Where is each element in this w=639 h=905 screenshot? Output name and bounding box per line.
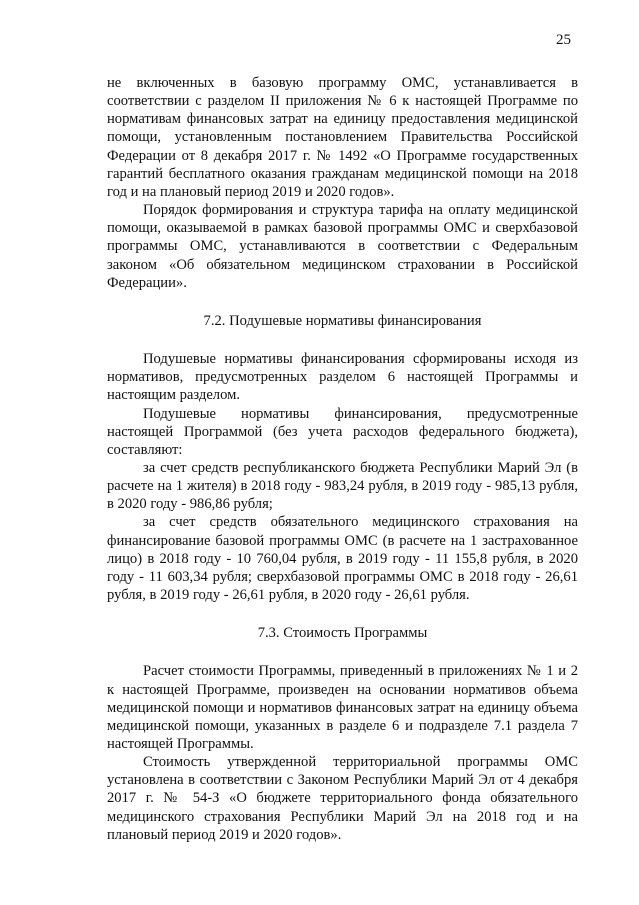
paragraph-continuation: не включенных в базовую программу ОМС, устанавливается в соответствии с разделом II приложения № 6 к настоящей Программе по нормативам финансовых затрат на единицу предоставления медицинской помощи, установленным постановлением Правительства Российской Федерации от 8 декабря 2017 г. № 1492 «О Программе государственных гарантий бесплатного оказания гражданам медицинской помощи на 2018 год и на плановый период 2019 и 2020 годов». [107, 75, 578, 200]
paragraph-approved-cost: Стоимость утвержденной территориальной программы ОМС установлена в соответствии с Законом Республики Марий Эл от 4 декабря 2017 г. № 54-З «О бюджете территориального фонда обязательного медицинского страхования Республики Марий Эл на 2018 год и на плановый период 2019 и 2020 годов». [107, 754, 578, 843]
paragraph-capitation-intro: Подушевые нормативы финансирования, предусмотренные настоящей Программой (без учета расходов федерального бюджета), составляют: [107, 405, 578, 458]
paragraph-republic-budget: за счет средств республиканского бюджета Республики Марий Эл (в расчете на 1 жителя) в 2018 году - 983,24 рубля, в 2019 году - 985,13 рубля, в 2020 году - 986,86 рубля; [107, 459, 578, 513]
page-number: 25 [556, 32, 571, 48]
section-heading-7-2: 7.2. Подушевые нормативы финансирования [203, 312, 482, 329]
paragraph-cost-calculation: Расчет стоимости Программы, приведенный в приложениях № 1 и 2 к настоящей Программе, произведен на основании нормативов объема медицинской помощи и нормативов финансовых затрат на единицу объема медицинской помощи, указанных в разделе 6 и подразделе 7.1 раздела 7 настоящей Программы. [107, 663, 578, 752]
section-heading-7-3: 7.3. Стоимость Программы [257, 625, 428, 642]
paragraph-capitation-basis: Подушевые нормативы финансирования сформированы исходя из нормативов, предусмотренных разделом 6 настоящей Программы и настоящим разделом. [107, 351, 578, 404]
paragraph-tariff-procedure: Порядок формирования и структура тарифа на оплату медицинской помощи, оказываемой в рамках базовой программы ОМС и сверхбазовой программы ОМС, устанавливаются в соответствии с Федеральным законом «Об обязательном медицинском страховании в Российской Федерации». [107, 202, 578, 291]
paragraph-oms-funds: за счет средств обязательного медицинского страхования на финансирование базовой программы ОМС (в расчете на 1 застрахованное лицо) в 2018 году - 10 760,04 рубля, в 2019 году - 11 155,8 рубля, в 2020 году - 11 603,34 рубля; сверхбазовой программы ОМС в 2018 году - 26,61 рубля, в 2019 году - 26,61 рубля, в 2020 году - 26,61 рубля. [107, 514, 578, 604]
document-body [107, 74, 578, 844]
